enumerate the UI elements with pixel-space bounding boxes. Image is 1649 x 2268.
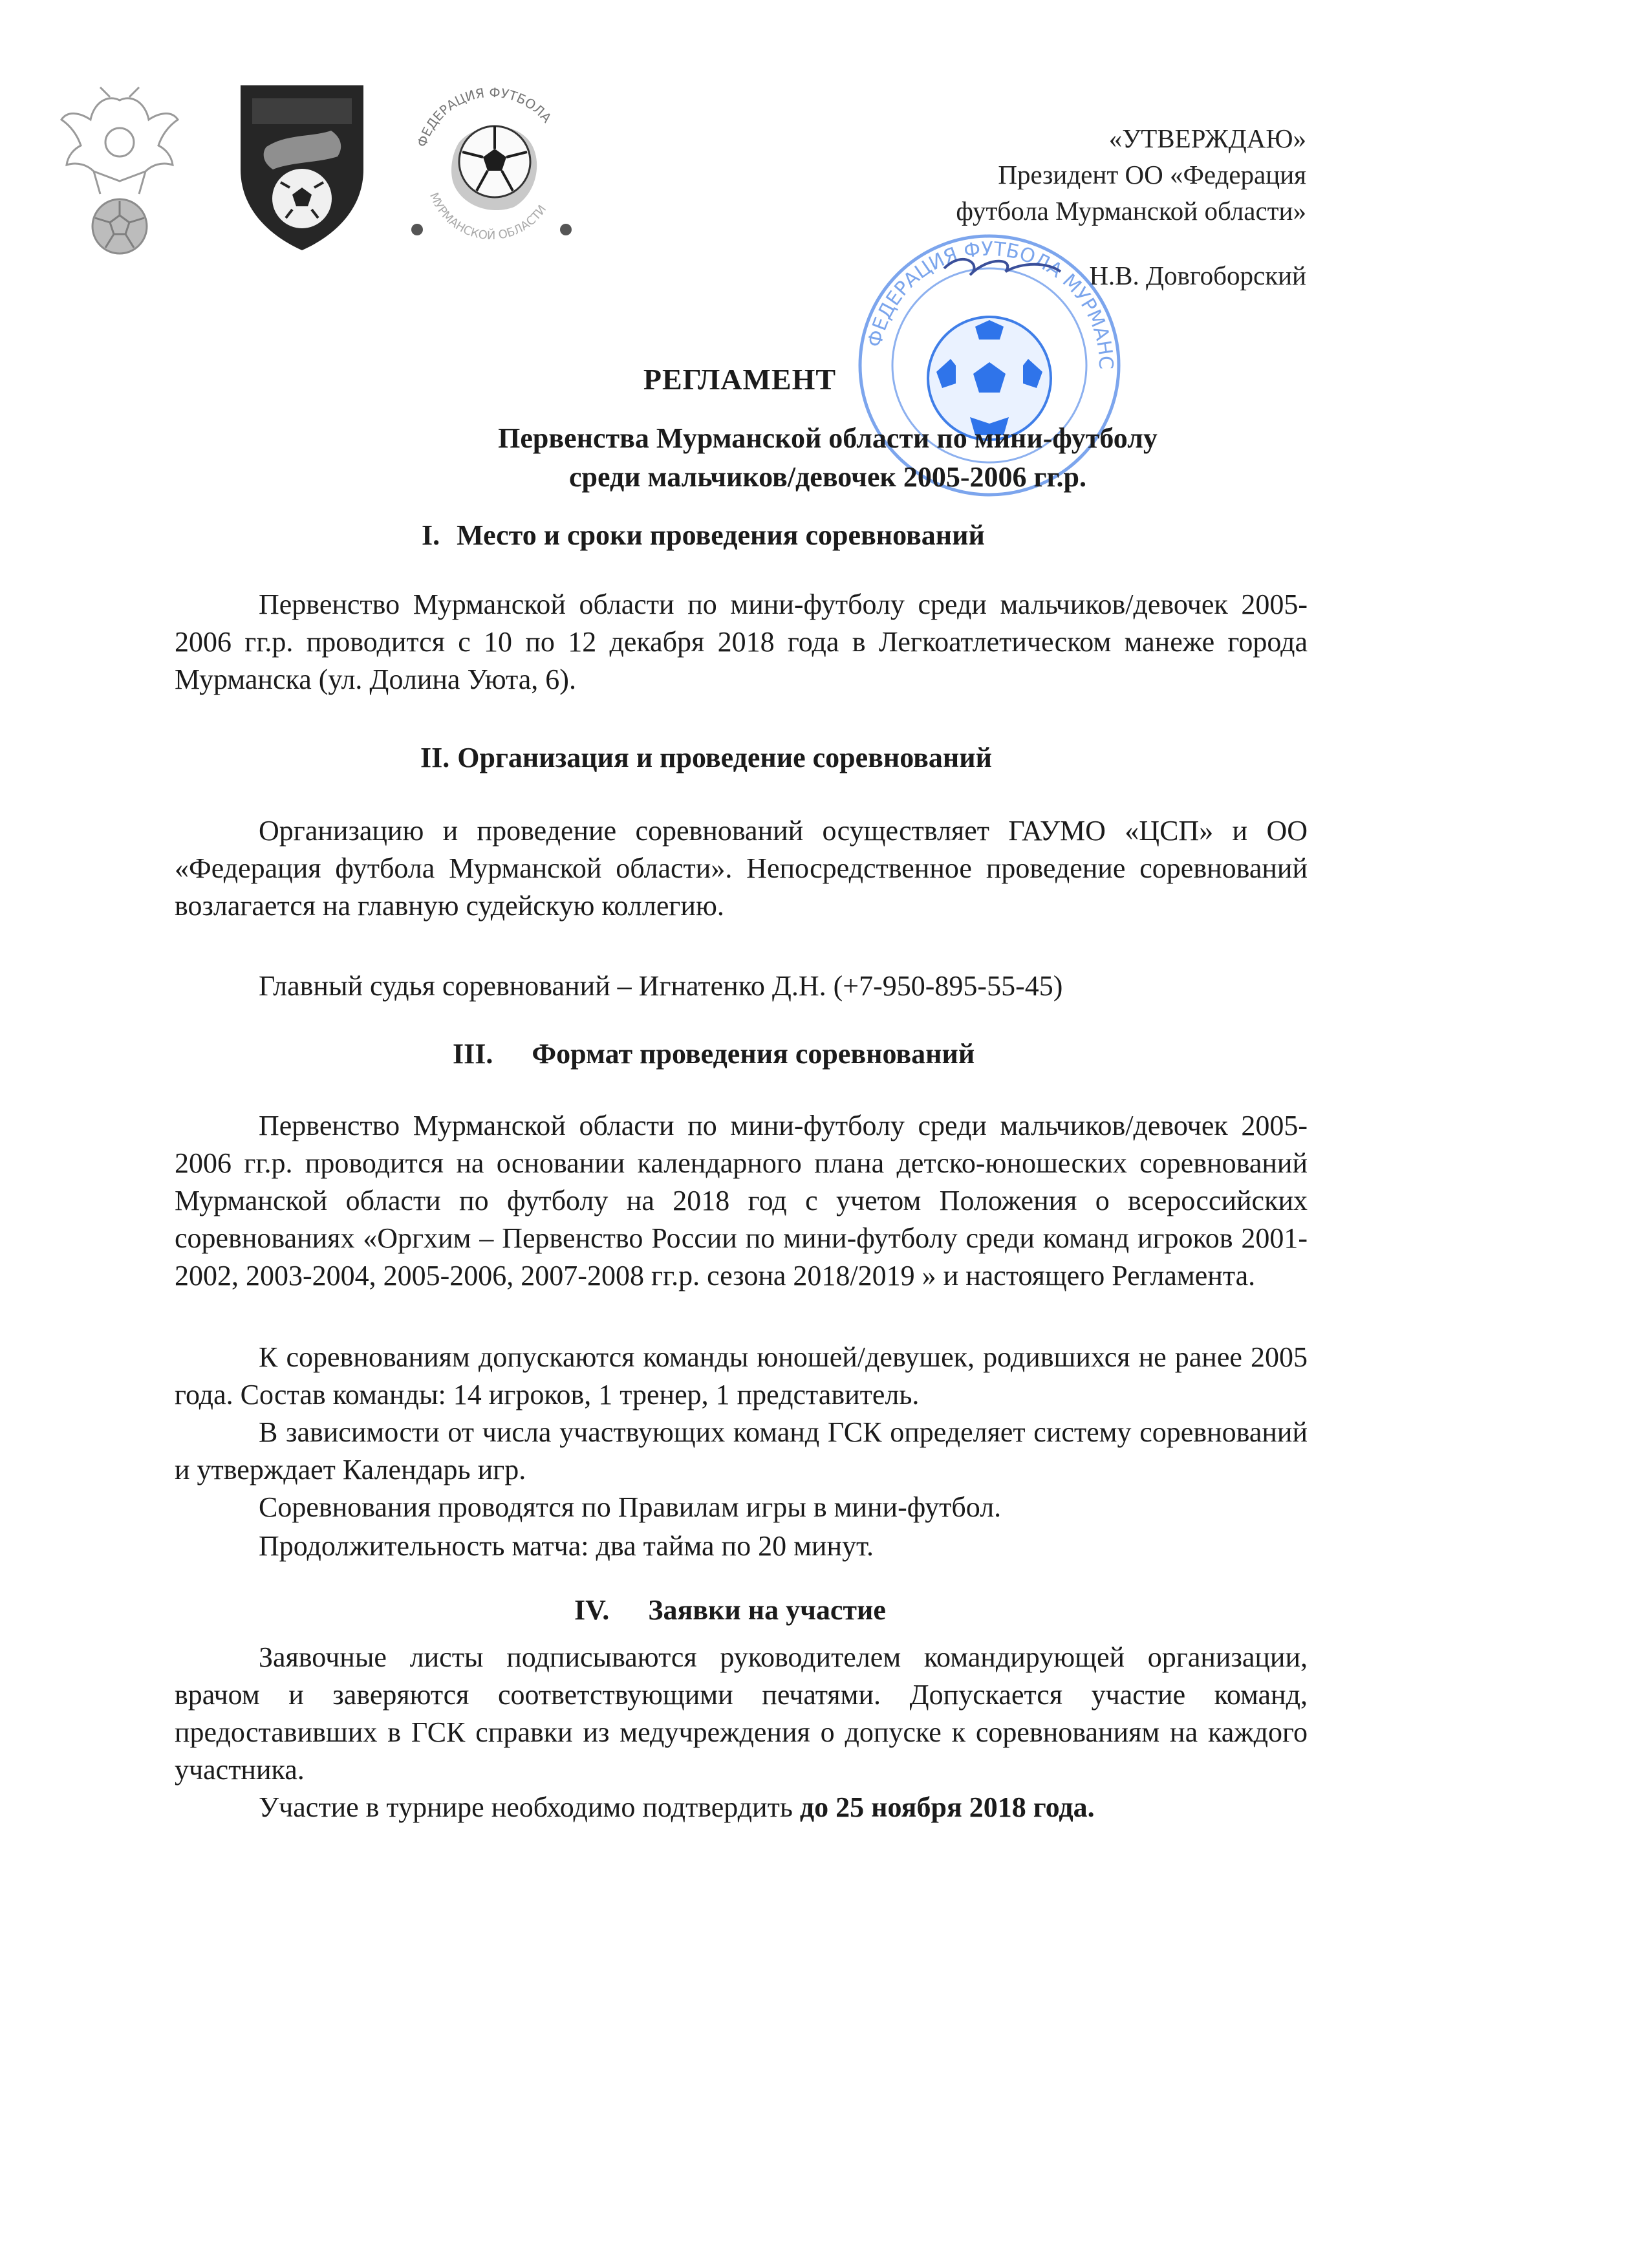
section-3-paragraph-5: Продолжительность матча: два тайма по 20 минут. xyxy=(259,1530,874,1562)
nw-football-union-logo xyxy=(228,72,376,254)
subtitle-line2: среди мальчиков/девочек 2005-2006 гг.р. xyxy=(569,461,1086,493)
approval-position-line2: футбола Мурманской области» xyxy=(956,196,1306,226)
section-title: Организация и проведение соревнований xyxy=(457,742,992,773)
section-heading-4 xyxy=(574,1593,886,1626)
document-title: РЕГЛАМЕНТ xyxy=(643,363,837,396)
confirmation-text: Участие в турнире необходимо подтвердить xyxy=(259,1791,800,1823)
svg-text:ФЕДЕРАЦИЯ ФУТБОЛА МУРМАНСКОЙ О: ФЕДЕРАЦИЯ ФУТБОЛА МУРМАНС xyxy=(863,237,1117,370)
svg-text:ФЕДЕРАЦИЯ ФУТБОЛА: ФЕДЕРАЦИЯ ФУТБОЛА xyxy=(414,84,555,149)
section-number: I. xyxy=(422,519,440,551)
section-4-paragraph-1: Заявочные листы подписываются руководителем командирующей организации, врачом и заверяются соответствующими печатями. Допускается участие команд, предоставивших в ГСК справки из медучреждения о допуске к соревнованиям на каждого участника. xyxy=(175,1641,1308,1786)
rfs-eagle-logo xyxy=(55,74,184,262)
section-heading-2 xyxy=(420,741,992,774)
svg-text:МУРМАНСКОЙ ОБЛАСТИ: МУРМАНСКОЙ ОБЛАСТИ xyxy=(426,190,550,243)
section-title: Формат проведения соревнований xyxy=(532,1038,975,1070)
confirmation-deadline: до 25 ноября 2018 года. xyxy=(799,1791,1095,1823)
section-4-confirmation xyxy=(175,1789,1308,1826)
subtitle-line1: Первенства Мурманской области по мини-футболу xyxy=(498,422,1158,454)
section-heading-3 xyxy=(453,1037,975,1070)
section-3-paragraph-2: К соревнованиям допускаются команды юношей/девушек, родившихся не ранее 2005 года. Состав команды: 14 игроков, 1 тренер, 1 представитель. xyxy=(175,1341,1308,1410)
section-1-paragraph-1: Первенство Мурманской области по мини-футболу среди мальчиков/девочек 2005-2006 гг.р. проводится с 10 по 12 декабря 2018 года в Легкоатлетическом манеже города Мурманска (ул. Долина Уюта, 6). xyxy=(175,589,1308,695)
section-number: III. xyxy=(453,1038,493,1070)
approval-heading: «УТВЕРЖДАЮ» xyxy=(1108,124,1306,153)
section-title: Место и сроки проведения соревнований xyxy=(457,519,985,551)
approval-signer: Н.В. Довгоборский xyxy=(1089,261,1306,290)
section-number: II. xyxy=(420,742,450,773)
section-2-paragraph-2: Главный судья соревнований – Игнатенко Д.Н. (+7-950-895-55-45) xyxy=(259,970,1063,1002)
section-title: Заявки на участие xyxy=(648,1594,886,1626)
section-3-paragraph-1: Первенство Мурманской области по мини-футболу среди мальчиков/девочек 2005-2006 гг.р. проводится на основании календарного плана детско-юношеских соревнований Мурманской области по футболу на 2018 год с учетом Положения о всероссийских соревнованиях «Оргхим – Первенство России по мини-футболу среди команд игроков 2001-2002, 2003-2004, 2005-2006, 2007-2008 гг.р. сезона 2018/2019 » и настоящего Регламента. xyxy=(175,1110,1308,1291)
section-2-paragraph-1: Организацию и проведение соревнований осуществляет ГАУМО «ЦСП» и ОО «Федерация футбола Мурманской области». Непосредственное проведение соревнований возлагается на главную судейскую коллегию. xyxy=(175,815,1308,922)
document-subtitle xyxy=(175,419,1481,497)
murmansk-federation-logo xyxy=(398,71,585,259)
section-3-paragraph-3: В зависимости от числа участвующих команд ГСК определяет систему соревнований и утверждает Календарь игр. xyxy=(175,1416,1308,1485)
section-number: IV. xyxy=(574,1594,610,1626)
section-3-paragraph-4: Соревнования проводятся по Правилам игры в мини-футбол. xyxy=(259,1491,1002,1523)
approval-position-line1: Президент ОО «Федерация xyxy=(998,160,1306,189)
section-heading-1 xyxy=(422,519,985,552)
